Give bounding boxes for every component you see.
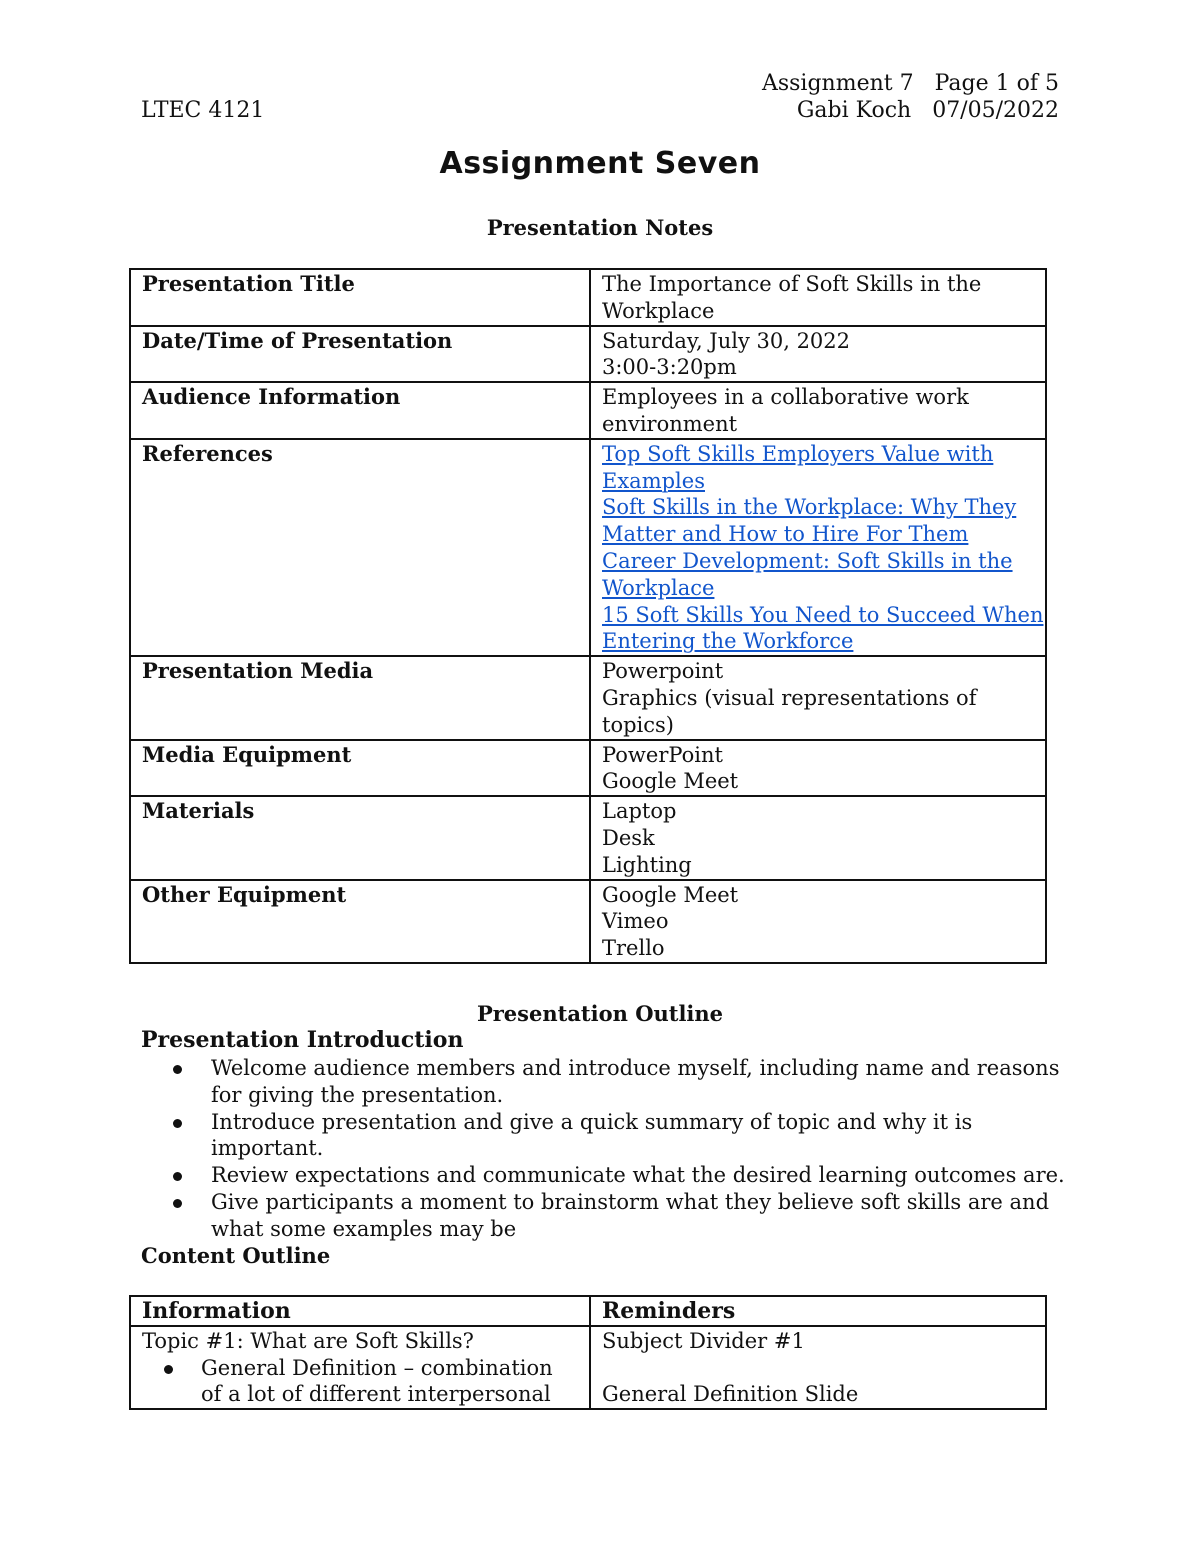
list-item: General Definition – combination of a lot of different interpersonal	[142, 1355, 579, 1409]
bullet-icon	[173, 1199, 182, 1208]
reference-link[interactable]: Workplace	[602, 575, 715, 600]
intro-heading: Presentation Introduction	[141, 1027, 464, 1053]
table-row	[130, 439, 1046, 656]
reference-link[interactable]: Top Soft Skills Employers Value with	[602, 441, 994, 466]
row-value: Powerpoint Graphics (visual representations of topics)	[590, 656, 1046, 739]
row-value: Laptop Desk Lighting	[590, 796, 1046, 879]
list-item: Review expectations and communicate what the desired learning outcomes are.	[141, 1162, 1051, 1189]
information-cell: Topic #1: What are Soft Skills? General Definition – combination of a lot of different interpersonal	[130, 1326, 590, 1409]
row-value: Saturday, July 30, 2022 3:00-3:20pm	[590, 326, 1046, 383]
table-row	[130, 880, 1046, 963]
reference-link[interactable]: Matter and How to Hire For Them	[602, 522, 969, 547]
reference-link[interactable]: Entering the Workforce	[602, 629, 854, 654]
table-row	[130, 1326, 1046, 1409]
list-item: Give participants a moment to brainstorm what they believe soft skills are and what some examples may be	[141, 1189, 1051, 1243]
references-list	[590, 439, 1046, 656]
row-value: The Importance of Soft Skills in the Workplace	[590, 269, 1046, 326]
row-label: Date/Time of Presentation	[130, 326, 590, 383]
reference-link[interactable]: Soft Skills in the Workplace: Why They	[602, 495, 1017, 520]
assignment-number: Assignment 7	[761, 71, 914, 96]
course-code: LTEC 4121	[141, 98, 265, 123]
row-value: Employees in a collaborative work environment	[590, 382, 1046, 439]
content-outline-heading: Content Outline	[141, 1243, 331, 1268]
table-header-row	[130, 1296, 1046, 1326]
intro-bullet-list	[141, 1055, 1065, 1243]
table-row	[130, 656, 1046, 739]
column-header-information: Information	[130, 1296, 590, 1326]
bullet-icon	[173, 1119, 182, 1128]
reference-link[interactable]: Examples	[602, 468, 705, 493]
section-subtitle: Presentation Notes	[486, 215, 714, 240]
presentation-notes-table	[129, 268, 1047, 964]
table-row	[130, 326, 1046, 383]
table-row	[130, 382, 1046, 439]
outline-title: Presentation Outline	[476, 1001, 724, 1026]
reminders-cell: Subject Divider #1 General Definition Slide	[590, 1326, 1046, 1409]
reference-link[interactable]: 15 Soft Skills You Need to Succeed When	[602, 602, 1044, 627]
row-label: Presentation Title	[130, 269, 590, 326]
bullet-icon	[164, 1365, 173, 1374]
author-date: Gabi Koch 07/05/2022	[796, 98, 1059, 123]
bullet-icon	[173, 1065, 182, 1074]
row-value: Google Meet Vimeo Trello	[590, 880, 1046, 963]
page-number: Page 1 of 5	[934, 71, 1059, 96]
table-row	[130, 269, 1046, 326]
page-header-right	[762, 70, 1059, 124]
bullet-icon	[173, 1172, 182, 1181]
document-title: Assignment Seven	[439, 146, 761, 181]
row-label: Audience Information	[130, 382, 590, 439]
row-label: Other Equipment	[130, 880, 590, 963]
row-label: References	[130, 439, 590, 656]
row-label: Media Equipment	[130, 740, 590, 797]
row-value: PowerPoint Google Meet	[590, 740, 1046, 797]
reference-link[interactable]: Career Development: Soft Skills in the	[602, 548, 1013, 573]
list-item: Welcome audience members and introduce myself, including name and reasons for giving the presentation.	[141, 1055, 1051, 1109]
table-row	[130, 796, 1046, 879]
content-outline-table	[129, 1295, 1047, 1410]
row-label: Materials	[130, 796, 590, 879]
table-row	[130, 740, 1046, 797]
column-header-reminders: Reminders	[590, 1296, 1046, 1326]
list-item: Introduce presentation and give a quick summary of topic and why it is important.	[141, 1109, 1051, 1163]
row-label: Presentation Media	[130, 656, 590, 739]
